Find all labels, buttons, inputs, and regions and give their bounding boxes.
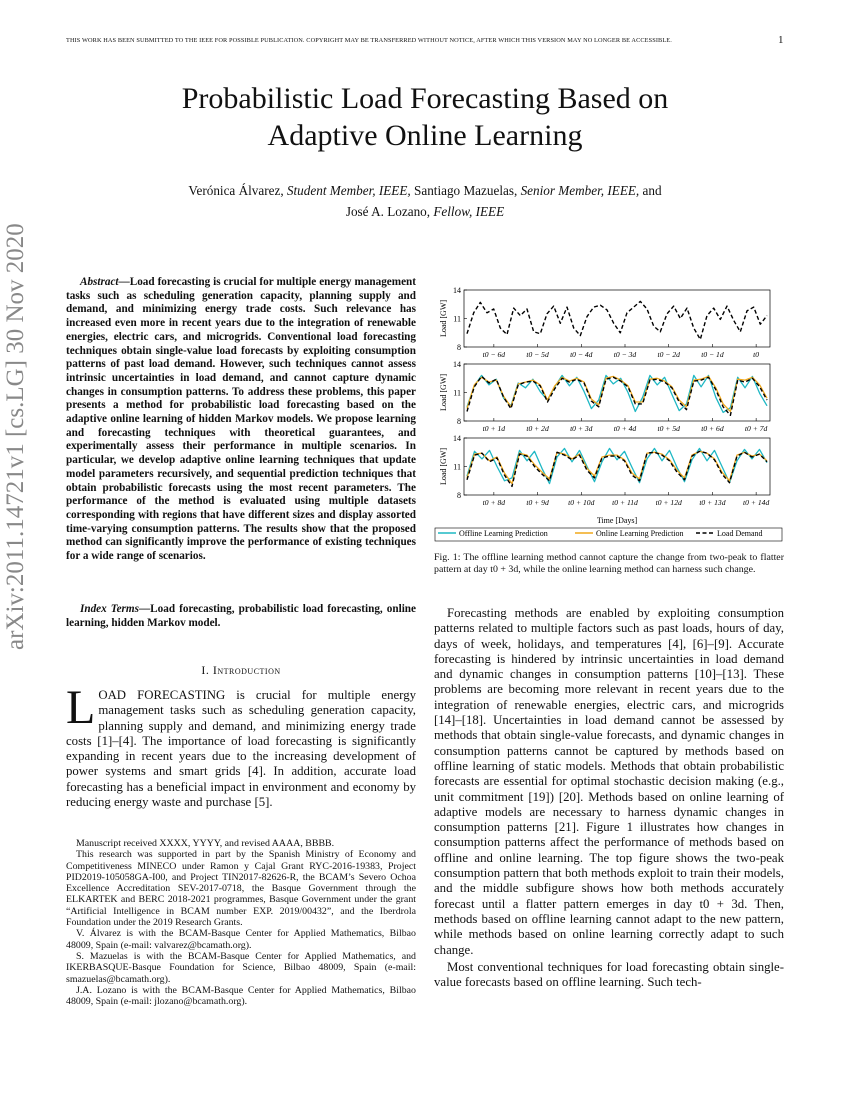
page-number: 1 [778,34,784,46]
intro-paragraph [66,681,416,810]
x-tick-label: t0 + 14d [743,498,770,507]
intro-text: OAD FORECASTING is crucial for multiple energy management tasks such as scheduling generation capacity, planning supply and demand, and minimizing energy trade costs [1]–[4]. The importance of load forecasting is significantly expanding in recent years due to the increasing development of power systems and smart grids [4]. In addition, accurate load forecasting has a beneficial impact in environment and economy by reducing energy waste and purchase [5]. [66,688,416,810]
body-paragraph: Most conventional techniques for load forecasting obtain single-value forecasts based on offline learning. Such tech- [434,959,784,990]
author-1-role: Student Member, IEEE, [286,183,411,198]
right-body-text [434,606,784,990]
x-tick-label: t0 − 3d [613,350,637,359]
panel-frame [464,290,770,347]
author-2-role: Senior Member, IEEE, [520,183,640,198]
x-tick-label: t0 − 6d [482,350,506,359]
x-tick-label: t0 + 11d [612,498,638,507]
abstract-label: Abstract [80,276,119,288]
footnote-author-3: J.A. Lozano is with the BCAM-Basque Center for Applied Mathematics, Bilbao 48009, Spain (e-mail: jlozano@bcamath.org). [66,984,416,1008]
caption-label: Fig. 1: [434,552,464,563]
author-3-name: José A. Lozano, [345,204,434,219]
legend-label: Offline Learning Prediction [459,529,548,538]
abstract [66,276,416,564]
y-tick-label: 11 [453,462,461,472]
title-text: Probabilistic Load Forecasting Based on Adaptive Online Learning [181,82,669,152]
paper-title [0,80,850,154]
y-tick-label: 14 [453,360,461,369]
author-3-role: Fellow, IEEE [433,204,505,219]
author-list [90,180,760,222]
copyright-notice: THIS WORK HAS BEEN SUBMITTED TO THE IEEE FOR POSSIBLE PUBLICATION. COPYRIGHT MAY BE TRANSFERRED WITHOUT NOTICE, AFTER WHICH THIS VERSION MAY NO LONGER BE ACCESSIBLE. [66,37,672,44]
y-axis-label: Load [GW] [439,373,448,412]
x-tick-label: t0 − 2d [657,350,680,359]
y-tick-label: 8 [457,343,461,352]
x-tick-label: t0 + 1d [482,424,506,433]
y-tick-label: 8 [457,417,461,426]
footnotes [66,838,416,1007]
section-number: I. [201,663,213,677]
x-tick-label: t0 + 3d [570,424,593,433]
section-heading-introduction [66,663,416,678]
y-tick-label: 11 [453,314,461,324]
drop-cap: L [66,681,96,734]
x-tick-label: t0 − 5d [526,350,549,359]
index-terms [66,603,416,630]
y-axis-label: Load [GW] [439,299,448,338]
caption-text: The offline learning method cannot capture the change from two-peak to flatter pattern at day t0 + 3d, while the online learning method can harness such change. [434,552,784,575]
x-tick-label: t0 [753,350,760,359]
x-axis-label: Time [Days] [596,516,638,525]
x-tick-label: t0 + 5d [657,424,680,433]
figure-1 [434,282,784,542]
figure-caption [434,552,784,576]
footnote-author-1: V. Álvarez is with the BCAM-Basque Center for Applied Mathematics, Bilbao 48009, Spain (e-mail: valvarez@bcamath.org). [66,928,416,951]
x-tick-label: t0 − 1d [701,350,724,359]
y-tick-label: 14 [453,286,461,295]
footnote-received: Manuscript received XXXX, YYYY, and revised AAAA, BBBB. [76,838,335,849]
x-tick-label: t0 + 6d [701,424,724,433]
load-forecast-chart [434,282,784,542]
index-terms-label: Index Terms [80,603,139,615]
y-tick-label: 11 [453,388,461,398]
section-title: Introduction [212,663,281,677]
author-and: and [639,183,662,198]
y-tick-label: 14 [453,434,461,443]
index-terms-text: —Load forecasting, probabilistic load forecasting, online learning, hidden Markov model. [66,603,416,629]
panel-frame [464,438,770,495]
x-tick-label: t0 + 8d [482,498,506,507]
footnote-author-2: S. Mazuelas is with the BCAM-Basque Center for Applied Mathematics, and IKERBASQUE-Basque Foundation for Science, Bilbao 48009, Spain (e-mail: smazuelas@bcamath.org). [66,950,416,985]
arxiv-id: arXiv:2011.14721v1 [cs.LG] 30 Nov 2020 [2,223,29,650]
x-tick-label: t0 + 7d [744,424,768,433]
x-tick-label: t0 + 12d [655,498,682,507]
legend-label: Online Learning Prediction [596,529,684,538]
x-tick-label: t0 − 4d [570,350,593,359]
x-tick-label: t0 + 13d [699,498,726,507]
author-1-name: Verónica Álvarez, [188,183,287,198]
load-demand-line [467,301,767,339]
x-tick-label: t0 + 9d [526,498,549,507]
body-paragraph: Forecasting methods are enabled by exploiting consumption patterns related to multiple factors such as past loads, hours of day, days of week, holidays, and temperatures [4], [6]–[9]. Accurate forecasting is hindered by intrinsic uncertainties in load demand and dynamic changes in consumption patterns [10]–[13]. These problems are becoming more relevant in recent years due to the integration of renewable energies, electric cars, and microgrids [14]–[18]. Uncertainties in load demand cannot be assessed by methods that obtain single-value forecasts, and dynamic changes in consumption patterns cannot be captured by methods based on offline learning of static models. Methods that obtain probabilistic forecasts are essential for optimal stochastic decision making (e.g., unit commitment [19]) [20]. Methods based on online learning of adaptive models are necessary to harness dynamic changes in consumption patterns [21]. Figure 1 illustrates how changes in consumption patterns affect the performance of methods based on offline and online learning. The top figure shows the two-peak consumption pattern that both methods exploit to train their models, and the middle subfigure shows how both methods accurately forecast until a flatter pattern emerges in day t0 + 3d. Then, methods based on offline learning cannot adapt to the new pattern, while methods based on online learning correctly adapt to such change. [434,606,784,957]
offline-prediction-line [467,448,767,483]
y-tick-label: 8 [457,491,461,500]
abstract-text: —Load forecasting is crucial for multiple energy management tasks such as scheduling generation capacity, planning supply and demand, and minimizing energy trade costs. Such relevance has increased even more in recent years due to the integration of renewable energies, electric cars, and microgrids. Conventional load forecasting techniques obtain single-value load forecasts by exploiting consumption patterns of past load demand. However, such techniques cannot assess intrinsic uncertainties in load demand, and cannot capture dynamic changes in consumption patterns. To address these problems, this paper presents a method for probabilistic load forecasting based on the adaptive online learning of hidden Markov models. We propose learning and forecasting techniques with theoretical guarantees, and experimentally assess their performance in multiple scenarios. In particular, we develop adaptive online learning techniques that update model parameters recursively, and sequential prediction techniques that obtain probabilistic forecasts using the most recent parameters. The performance of the method is evaluated using multiple datasets corresponding with regions that have different sizes and display assorted time-varying consumption patterns. The results show that the proposed method can significantly improve the performance of existing techniques for a wide range of scenarios. [66,276,416,563]
x-tick-label: t0 + 10d [568,498,595,507]
author-2-name: Santiago Mazuelas, [410,183,521,198]
x-tick-label: t0 + 2d [526,424,549,433]
legend-label: Load Demand [717,529,763,538]
footnote-funding: This research was supported in part by the Spanish Ministry of Economy and Competitiveness MINECO under Ramon y Cajal Grant RYC-2016-19383, Project PID2019-105058GA-I00, and Project TIN2017-82626-R, the BCAM’s Severo Ochoa Excellence Accreditation SEV-2017-0718, the Basque Government through the ELKARTEK and BERC 2018-2021 programmes, Basque Government under the grant “Artificial Intelligence in BCAM number EXP. 2019/00432”, and the Iberdrola Foundation under the 2019 Research Grants. [66,849,416,929]
y-axis-label: Load [GW] [439,447,448,486]
x-tick-label: t0 + 4d [613,424,637,433]
